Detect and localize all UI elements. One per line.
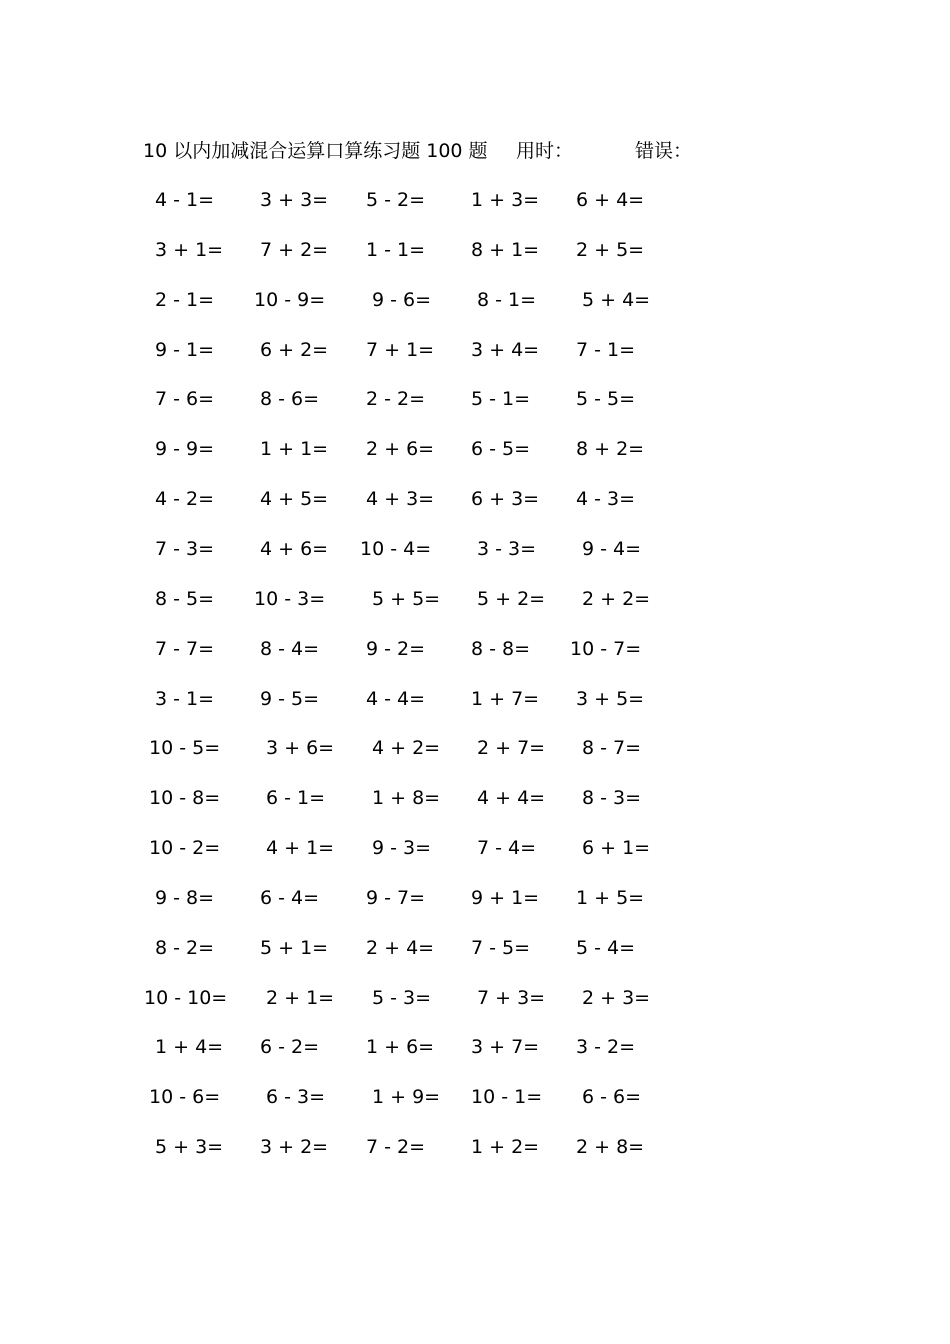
problem-item: 2 + 4= bbox=[366, 937, 435, 959]
problem-item: 8 - 4= bbox=[260, 638, 320, 660]
problem-item: 1 + 3= bbox=[471, 189, 540, 211]
problem-item: 7 - 4= bbox=[477, 837, 537, 859]
problem-item: 6 + 2= bbox=[260, 339, 329, 361]
problem-item: 3 + 1= bbox=[155, 239, 224, 261]
problem-item: 4 + 3= bbox=[366, 488, 435, 510]
problem-item: 3 - 1= bbox=[155, 688, 215, 710]
problem-item: 7 + 3= bbox=[477, 987, 546, 1009]
problem-item: 3 + 7= bbox=[471, 1036, 540, 1058]
problem-item: 8 - 1= bbox=[477, 289, 537, 311]
problem-item: 10 - 6= bbox=[149, 1086, 221, 1108]
problem-item: 9 - 1= bbox=[155, 339, 215, 361]
problem-item: 8 - 5= bbox=[155, 588, 215, 610]
problem-item: 10 - 8= bbox=[149, 787, 221, 809]
problem-item: 8 - 3= bbox=[582, 787, 642, 809]
problem-item: 7 - 7= bbox=[155, 638, 215, 660]
problem-item: 3 - 3= bbox=[477, 538, 537, 560]
problem-item: 3 + 3= bbox=[260, 189, 329, 211]
problem-item: 9 - 7= bbox=[366, 887, 426, 909]
problem-item: 7 - 6= bbox=[155, 388, 215, 410]
problem-item: 2 + 7= bbox=[477, 737, 546, 759]
problem-item: 9 - 3= bbox=[372, 837, 432, 859]
problem-item: 10 - 9= bbox=[254, 289, 326, 311]
problem-item: 2 + 5= bbox=[576, 239, 645, 261]
problem-item: 5 + 4= bbox=[582, 289, 651, 311]
worksheet-title: 10 以内加减混合运算口算练习题 100 题 bbox=[143, 140, 488, 162]
problem-item: 1 + 7= bbox=[471, 688, 540, 710]
problem-item: 3 + 6= bbox=[266, 737, 335, 759]
problem-item: 1 + 1= bbox=[260, 438, 329, 460]
problem-item: 7 + 2= bbox=[260, 239, 329, 261]
problem-item: 10 - 3= bbox=[254, 588, 326, 610]
problem-item: 10 - 7= bbox=[570, 638, 642, 660]
problem-item: 3 - 2= bbox=[576, 1036, 636, 1058]
problem-item: 7 - 1= bbox=[576, 339, 636, 361]
problem-item: 5 + 1= bbox=[260, 937, 329, 959]
problem-item: 1 + 9= bbox=[372, 1086, 441, 1108]
problem-item: 1 + 5= bbox=[576, 887, 645, 909]
problem-item: 8 + 2= bbox=[576, 438, 645, 460]
problem-item: 2 + 2= bbox=[582, 588, 651, 610]
time-label: 用时： bbox=[516, 140, 574, 162]
problem-item: 5 - 5= bbox=[576, 388, 636, 410]
problem-item: 2 + 6= bbox=[366, 438, 435, 460]
problem-item: 6 - 1= bbox=[266, 787, 326, 809]
problem-item: 6 - 5= bbox=[471, 438, 531, 460]
problem-item: 2 + 1= bbox=[266, 987, 335, 1009]
problem-item: 2 + 3= bbox=[582, 987, 651, 1009]
problem-item: 8 - 6= bbox=[260, 388, 320, 410]
problem-item: 7 - 5= bbox=[471, 937, 531, 959]
problem-item: 10 - 10= bbox=[144, 987, 228, 1009]
problem-item: 3 + 2= bbox=[260, 1136, 329, 1158]
problem-item: 2 - 1= bbox=[155, 289, 215, 311]
problem-item: 6 + 4= bbox=[576, 189, 645, 211]
problem-item: 2 + 8= bbox=[576, 1136, 645, 1158]
problem-item: 5 - 1= bbox=[471, 388, 531, 410]
problem-item: 5 - 2= bbox=[366, 189, 426, 211]
problem-item: 2 - 2= bbox=[366, 388, 426, 410]
problem-item: 4 - 1= bbox=[155, 189, 215, 211]
problem-item: 4 + 1= bbox=[266, 837, 335, 859]
problem-item: 5 + 3= bbox=[155, 1136, 224, 1158]
problem-item: 9 + 1= bbox=[471, 887, 540, 909]
problem-item: 9 - 2= bbox=[366, 638, 426, 660]
problem-item: 6 - 6= bbox=[582, 1086, 642, 1108]
problem-item: 9 - 9= bbox=[155, 438, 215, 460]
problem-item: 7 + 1= bbox=[366, 339, 435, 361]
problem-item: 8 + 1= bbox=[471, 239, 540, 261]
problem-item: 5 - 3= bbox=[372, 987, 432, 1009]
problem-item: 5 + 5= bbox=[372, 588, 441, 610]
problem-item: 1 - 1= bbox=[366, 239, 426, 261]
problem-item: 4 + 4= bbox=[477, 787, 546, 809]
problem-item: 10 - 2= bbox=[149, 837, 221, 859]
errors-label: 错误： bbox=[635, 140, 693, 162]
problem-item: 4 + 6= bbox=[260, 538, 329, 560]
problem-item: 6 + 1= bbox=[582, 837, 651, 859]
problem-item: 9 - 4= bbox=[582, 538, 642, 560]
problem-item: 5 - 4= bbox=[576, 937, 636, 959]
problem-item: 4 + 5= bbox=[260, 488, 329, 510]
problem-item: 8 - 8= bbox=[471, 638, 531, 660]
problem-item: 10 - 5= bbox=[149, 737, 221, 759]
problem-item: 1 + 8= bbox=[372, 787, 441, 809]
problem-item: 1 + 6= bbox=[366, 1036, 435, 1058]
problem-item: 6 - 4= bbox=[260, 887, 320, 909]
problem-item: 7 - 3= bbox=[155, 538, 215, 560]
problem-item: 4 + 2= bbox=[372, 737, 441, 759]
problem-item: 5 + 2= bbox=[477, 588, 546, 610]
problem-item: 10 - 1= bbox=[471, 1086, 543, 1108]
problem-item: 6 - 2= bbox=[260, 1036, 320, 1058]
problem-item: 8 - 2= bbox=[155, 937, 215, 959]
problem-item: 8 - 7= bbox=[582, 737, 642, 759]
problem-item: 9 - 5= bbox=[260, 688, 320, 710]
problem-item: 4 - 3= bbox=[576, 488, 636, 510]
problem-item: 3 + 5= bbox=[576, 688, 645, 710]
problem-item: 6 + 3= bbox=[471, 488, 540, 510]
problem-item: 9 - 8= bbox=[155, 887, 215, 909]
problem-item: 10 - 4= bbox=[360, 538, 432, 560]
problem-item: 1 + 2= bbox=[471, 1136, 540, 1158]
problem-item: 6 - 3= bbox=[266, 1086, 326, 1108]
problem-item: 1 + 4= bbox=[155, 1036, 224, 1058]
problem-item: 4 - 2= bbox=[155, 488, 215, 510]
problem-item: 9 - 6= bbox=[372, 289, 432, 311]
problem-item: 7 - 2= bbox=[366, 1136, 426, 1158]
problem-item: 3 + 4= bbox=[471, 339, 540, 361]
problem-item: 4 - 4= bbox=[366, 688, 426, 710]
